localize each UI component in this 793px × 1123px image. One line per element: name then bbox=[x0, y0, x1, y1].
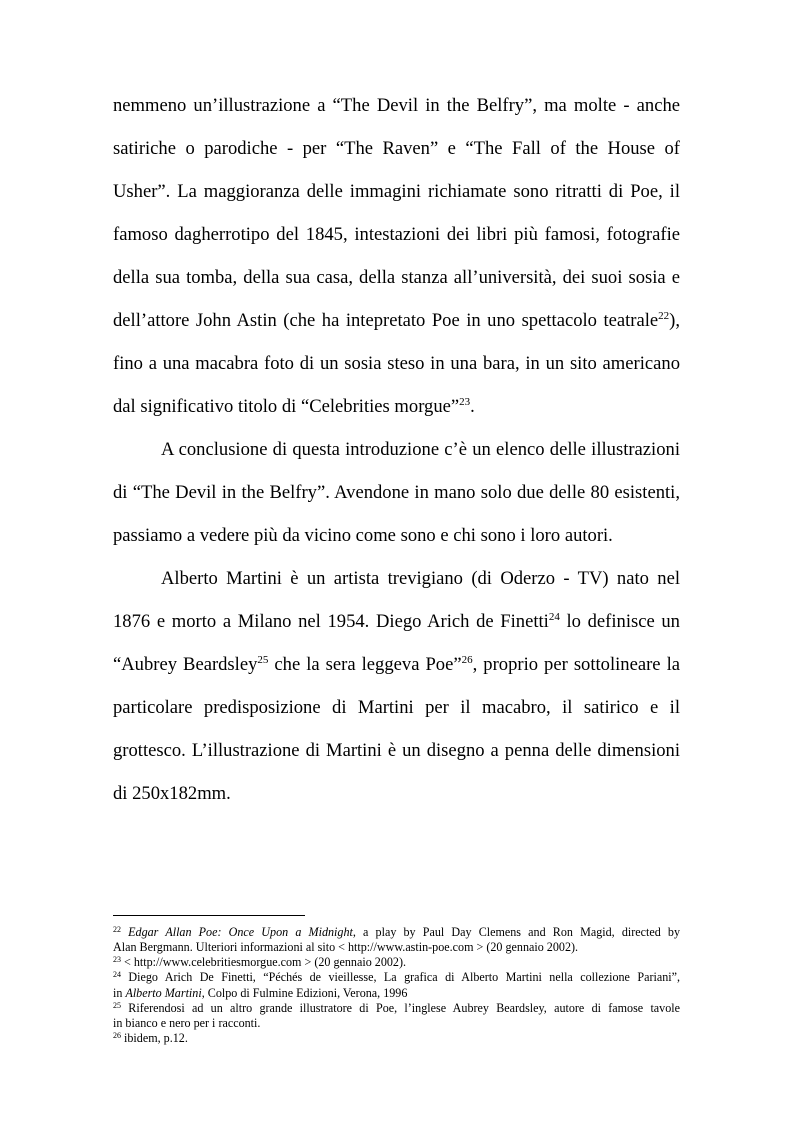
body-line: Usher”. La maggioranza delle immagini richiamate sono ritratti di Poe, il bbox=[113, 181, 680, 202]
footnote-ref: 25 bbox=[257, 654, 269, 666]
footnote-text: , Colpo di Fulmine Edizioni, Verona, 1996 bbox=[201, 986, 408, 1000]
footnote-24-cont bbox=[113, 987, 407, 999]
footnote-25 bbox=[113, 1002, 680, 1014]
footnote-text: < http://www.celebritiesmorgue.com > (20 gennaio 2002). bbox=[121, 955, 407, 969]
footnote-23 bbox=[113, 956, 406, 968]
body-text: lo definisce un bbox=[559, 611, 680, 632]
footnote-text: in bbox=[113, 986, 126, 1000]
body-line: grottesco. L’illustrazione di Martini è un disegno a penna delle dimensioni bbox=[113, 740, 680, 761]
body-line: nemmeno un’illustrazione a “The Devil in the Belfry”, ma molte - anche bbox=[113, 95, 680, 116]
footnote-24 bbox=[113, 971, 680, 983]
footnote-ref: 23 bbox=[459, 396, 471, 408]
footnote-number: 25 bbox=[113, 1001, 121, 1010]
footnote-number: 23 bbox=[113, 955, 121, 964]
footnote-text: ibidem, p.12. bbox=[121, 1031, 188, 1045]
body-text: dell’attore John Astin (che ha intepretato Poe in uno spettacolo teatrale bbox=[113, 310, 659, 331]
body-text: , proprio per sottolineare la bbox=[472, 654, 680, 675]
body-line: di “The Devil in the Belfry”. Avendone in mano solo due delle 80 esistenti, bbox=[113, 482, 680, 503]
footnote-ref: 26 bbox=[461, 654, 473, 666]
body-line bbox=[113, 312, 680, 331]
body-line: fino a una macabra foto di un sosia steso in una bara, in un sito americano bbox=[113, 353, 680, 374]
body-line: particolare predisposizione di Martini per il macabro, il satirico e il bbox=[113, 697, 680, 718]
footnote-text: Riferendosi ad un altro grande illustratore di Poe, l’inglese Aubrey Beardsley, autore di famose tavole bbox=[121, 1001, 680, 1015]
footnote-book-title: Alberto Martini bbox=[125, 986, 202, 1000]
footnote-divider bbox=[113, 915, 305, 916]
footnote-26 bbox=[113, 1032, 188, 1044]
body-line bbox=[113, 613, 680, 632]
footnote-title: Edgar Allan Poe: Once Upon a Midnight bbox=[128, 925, 353, 939]
footnote-number: 24 bbox=[113, 970, 121, 979]
body-line: A conclusione di questa introduzione c’è un elenco delle illustrazioni bbox=[161, 439, 680, 460]
footnote-number: 26 bbox=[113, 1031, 121, 1040]
footnote-ref: 22 bbox=[658, 310, 670, 322]
body-line: passiamo a vedere più da vicino come sono e chi sono i loro autori. bbox=[113, 525, 613, 546]
body-line: di 250x182mm. bbox=[113, 783, 231, 804]
body-text: . bbox=[470, 396, 475, 417]
body-line: della sua tomba, della sua casa, della stanza all’università, dei suoi sosia e bbox=[113, 267, 680, 288]
body-line: Alberto Martini è un artista trevigiano (di Oderzo - TV) nato nel bbox=[161, 568, 680, 589]
footnote-25-cont: in bianco e nero per i racconti. bbox=[113, 1016, 261, 1030]
body-text: dal significativo titolo di “Celebrities morgue” bbox=[113, 396, 460, 417]
body-text: ), bbox=[669, 310, 680, 331]
footnote-22-cont: Alan Bergmann. Ulteriori informazioni al sito < http://www.astin-poe.com > (20 gennaio 2002). bbox=[113, 940, 579, 954]
footnote-22 bbox=[113, 926, 680, 938]
body-line: satiriche o parodiche - per “The Raven” e “The Fall of the House of bbox=[113, 138, 680, 159]
body-text: 1876 e morto a Milano nel 1954. Diego Arich de Finetti bbox=[113, 611, 549, 632]
body-line bbox=[113, 398, 475, 417]
body-text: che la sera leggeva Poe” bbox=[268, 654, 462, 675]
footnote-text: , a play by Paul Day Clemens and Ron Magid, directed by bbox=[352, 925, 680, 939]
body-text: “Aubrey Beardsley bbox=[113, 654, 258, 675]
footnote-text: Diego Arich De Finetti, “Péchés de vieillesse, La grafica di Alberto Martini nella collezione Pariani”, bbox=[121, 970, 680, 984]
footnote-ref: 24 bbox=[548, 611, 560, 623]
body-line bbox=[113, 656, 680, 675]
footnote-number: 22 bbox=[113, 925, 121, 934]
body-line: famoso dagherrotipo del 1845, intestazioni dei libri più famosi, fotografie bbox=[113, 224, 680, 245]
